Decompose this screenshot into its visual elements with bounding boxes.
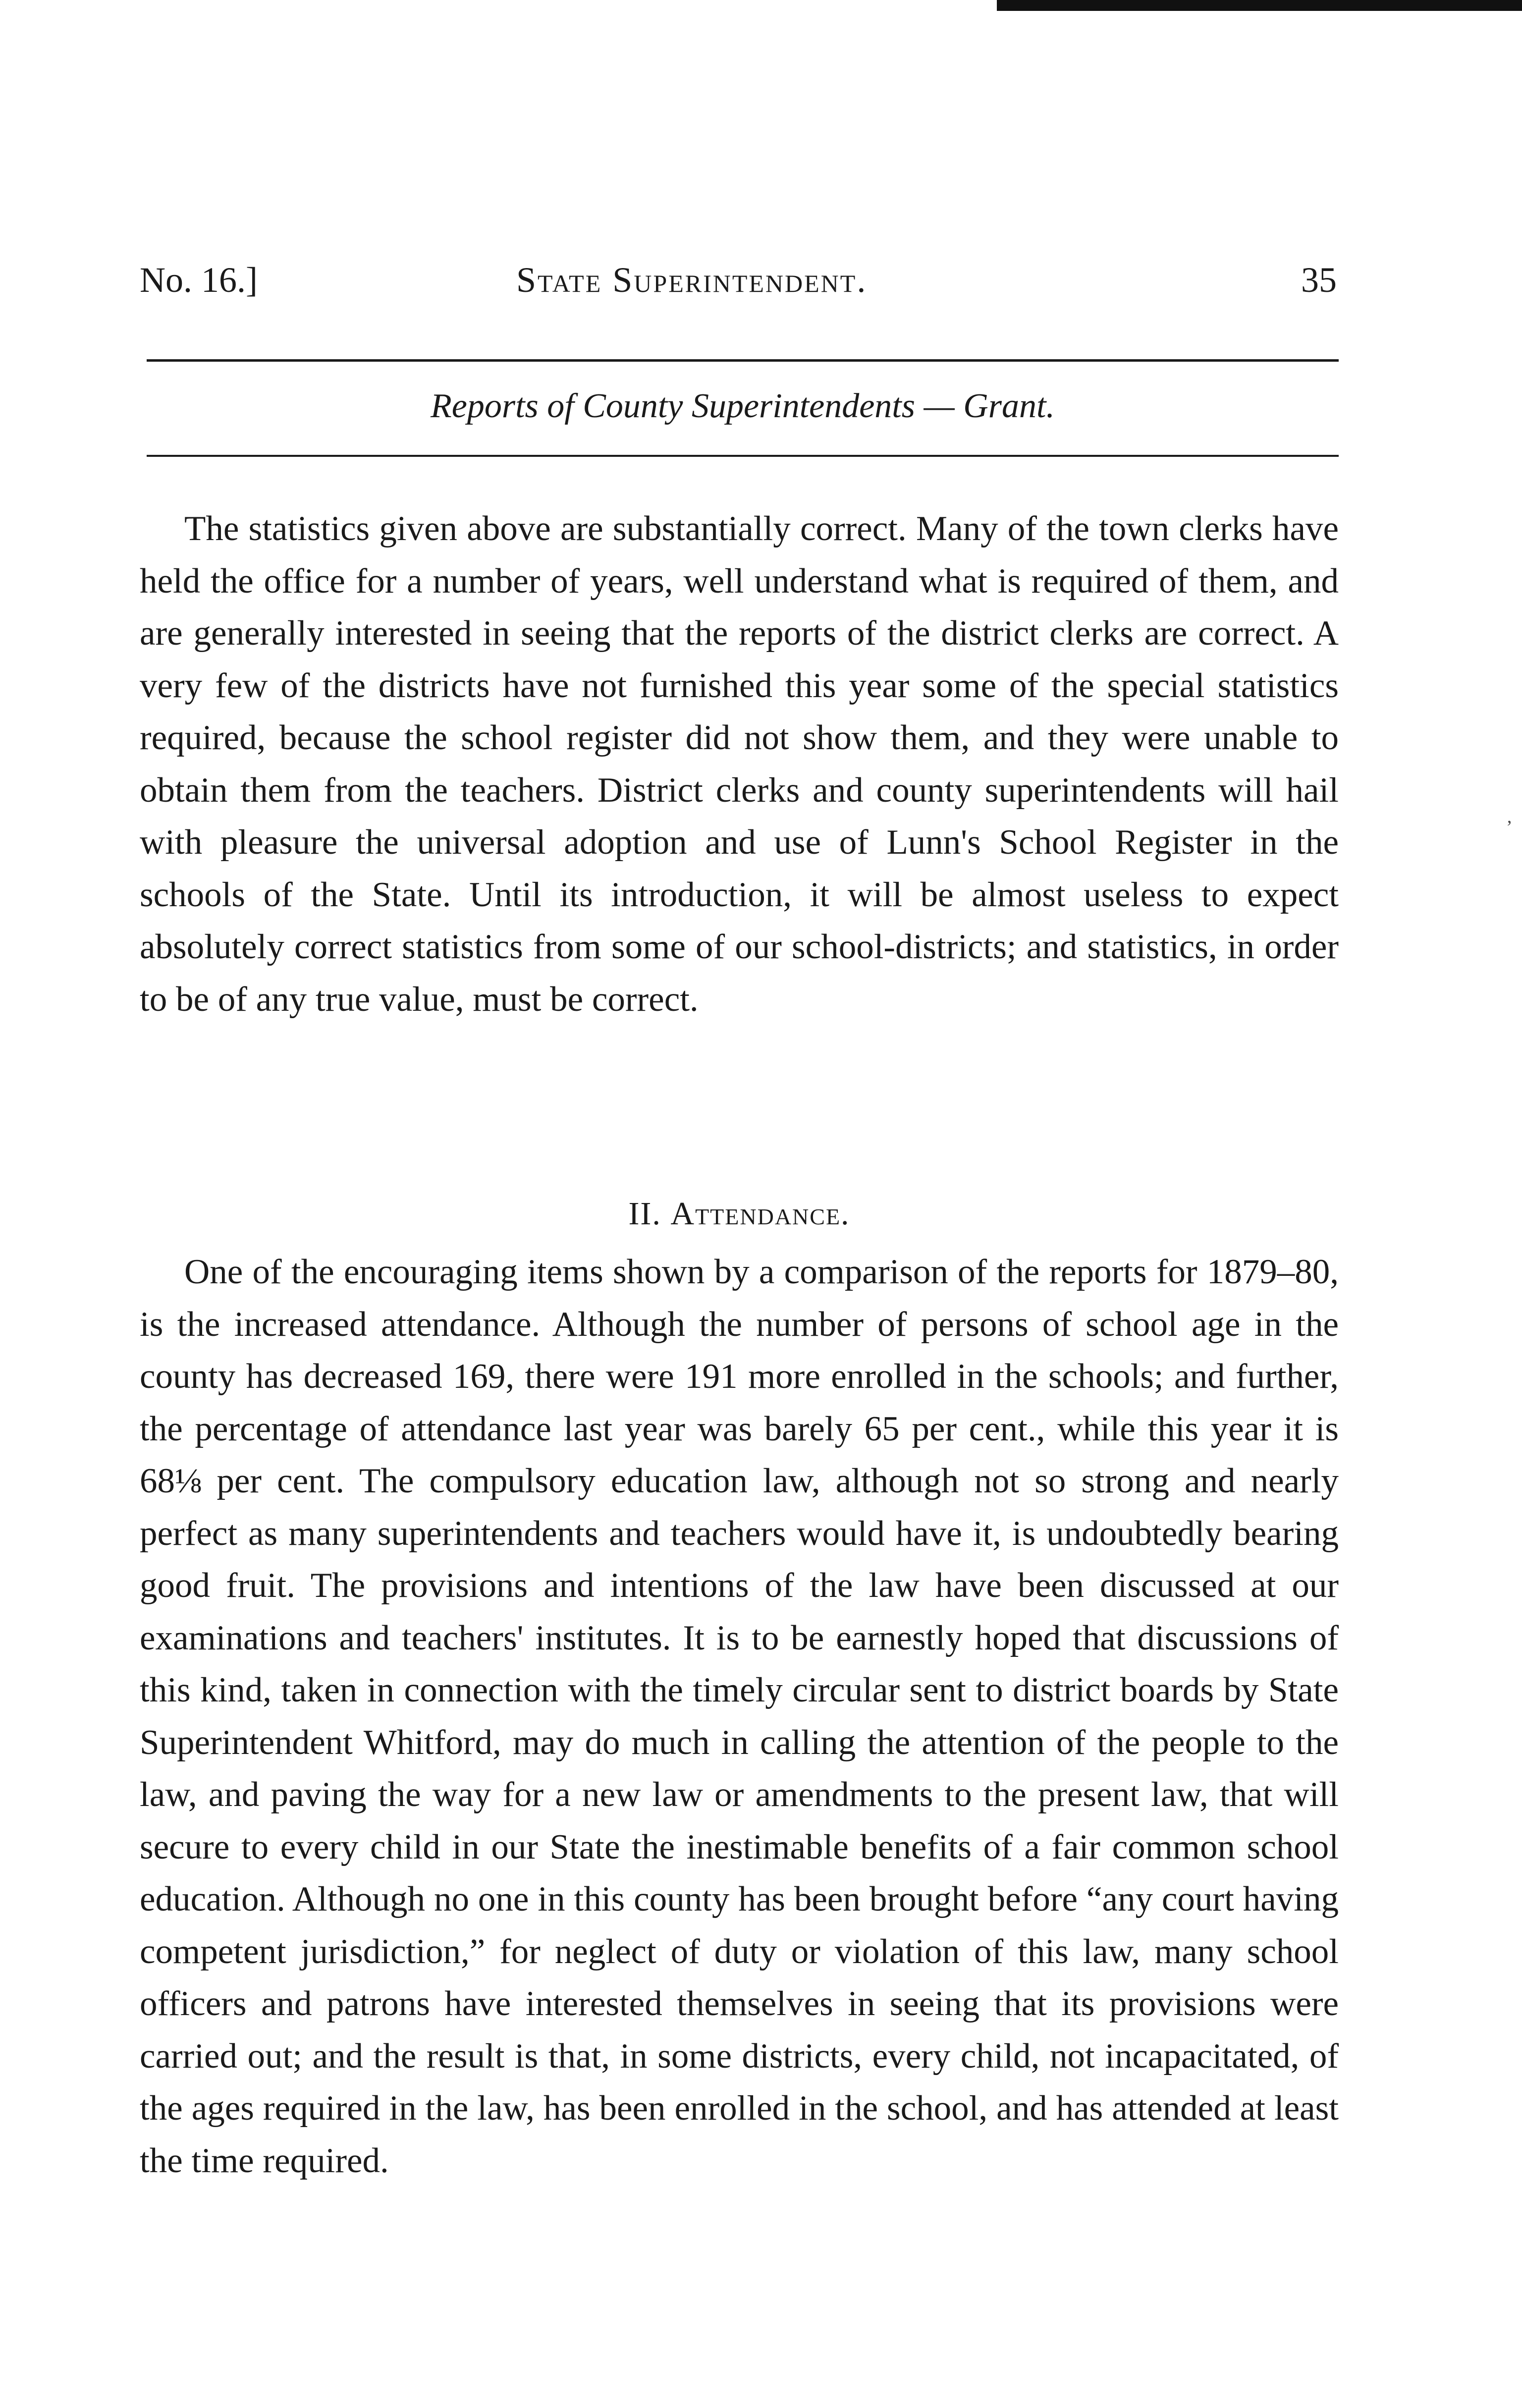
page-number: 35	[1301, 260, 1337, 300]
paragraph-attendance: One of the encouraging items shown by a comparison of the reports for 1879–80, is the increased attendance. Although the number of persons of school age in the county has decreased 169, there were 191 more enrolled in the schools; and further, the percentage of attendance last year was barely 65 per cent., while this year it is 68⅛ per cent. The compulsory education law, although not so strong and nearly perfect as many superintendents and teachers would have it, is undoubtedly bearing good fruit. The provisions and intentions of the law have been discussed at our examinations and teachers' institutes. It is to be earnestly hoped that discussions of this kind, taken in connection with the timely circular sent to district boards by State Superintendent Whitford, may do much in calling the attention of the people to the law, and paving the way for a new law or amendments to the present law, that will secure to every child in our State the inestimable benefits of a fair common school education. Although no one in this county has been brought before “any court having competent jurisdiction,” for neglect of duty or violation of this law, many school officers and patrons have interested themselves in seeing that its provisions were carried out; and the result is that, in some districts, every child, not incapacitated, of the ages required in the law, has been enrolled in the school, and has attended at least the time required.	[140, 1253, 1339, 2180]
subheading-numeral: II.	[628, 1196, 661, 1232]
subheading-attendance	[140, 1189, 1339, 1239]
header-rule-top	[147, 359, 1339, 362]
paragraph-statistics: The statistics given above are substantially correct. Many of the town clerks have held the office for a number of years, well understand what is required of them, and are generally interested in seeing that the reports of the district clerks are correct. A very few of the districts have not furnished this year some of the special statistics required, because the school register did not show them, and they were unable to obtain them from the teachers. District clerks and county superintendents will hail with pleasure the universal adoption and use of Lunn's School Register in the schools of the State. Until its introduction, it will be almost useless to expect absolutely correct statistics from some of our school-districts; and statistics, in order to be of any true value, must be correct.	[140, 509, 1339, 1019]
running-title: State Superintendent.	[516, 260, 868, 300]
subheading-title: Attendance.	[670, 1196, 850, 1232]
section-heading: Reports of County Superintendents — Grant.	[431, 387, 1055, 425]
scan-edge-shadow	[997, 0, 1522, 11]
running-header	[140, 258, 1337, 302]
document-number: No. 16.]	[140, 260, 258, 300]
header-rule-bottom	[147, 455, 1339, 457]
margin-speck: ʼ	[1506, 817, 1513, 838]
